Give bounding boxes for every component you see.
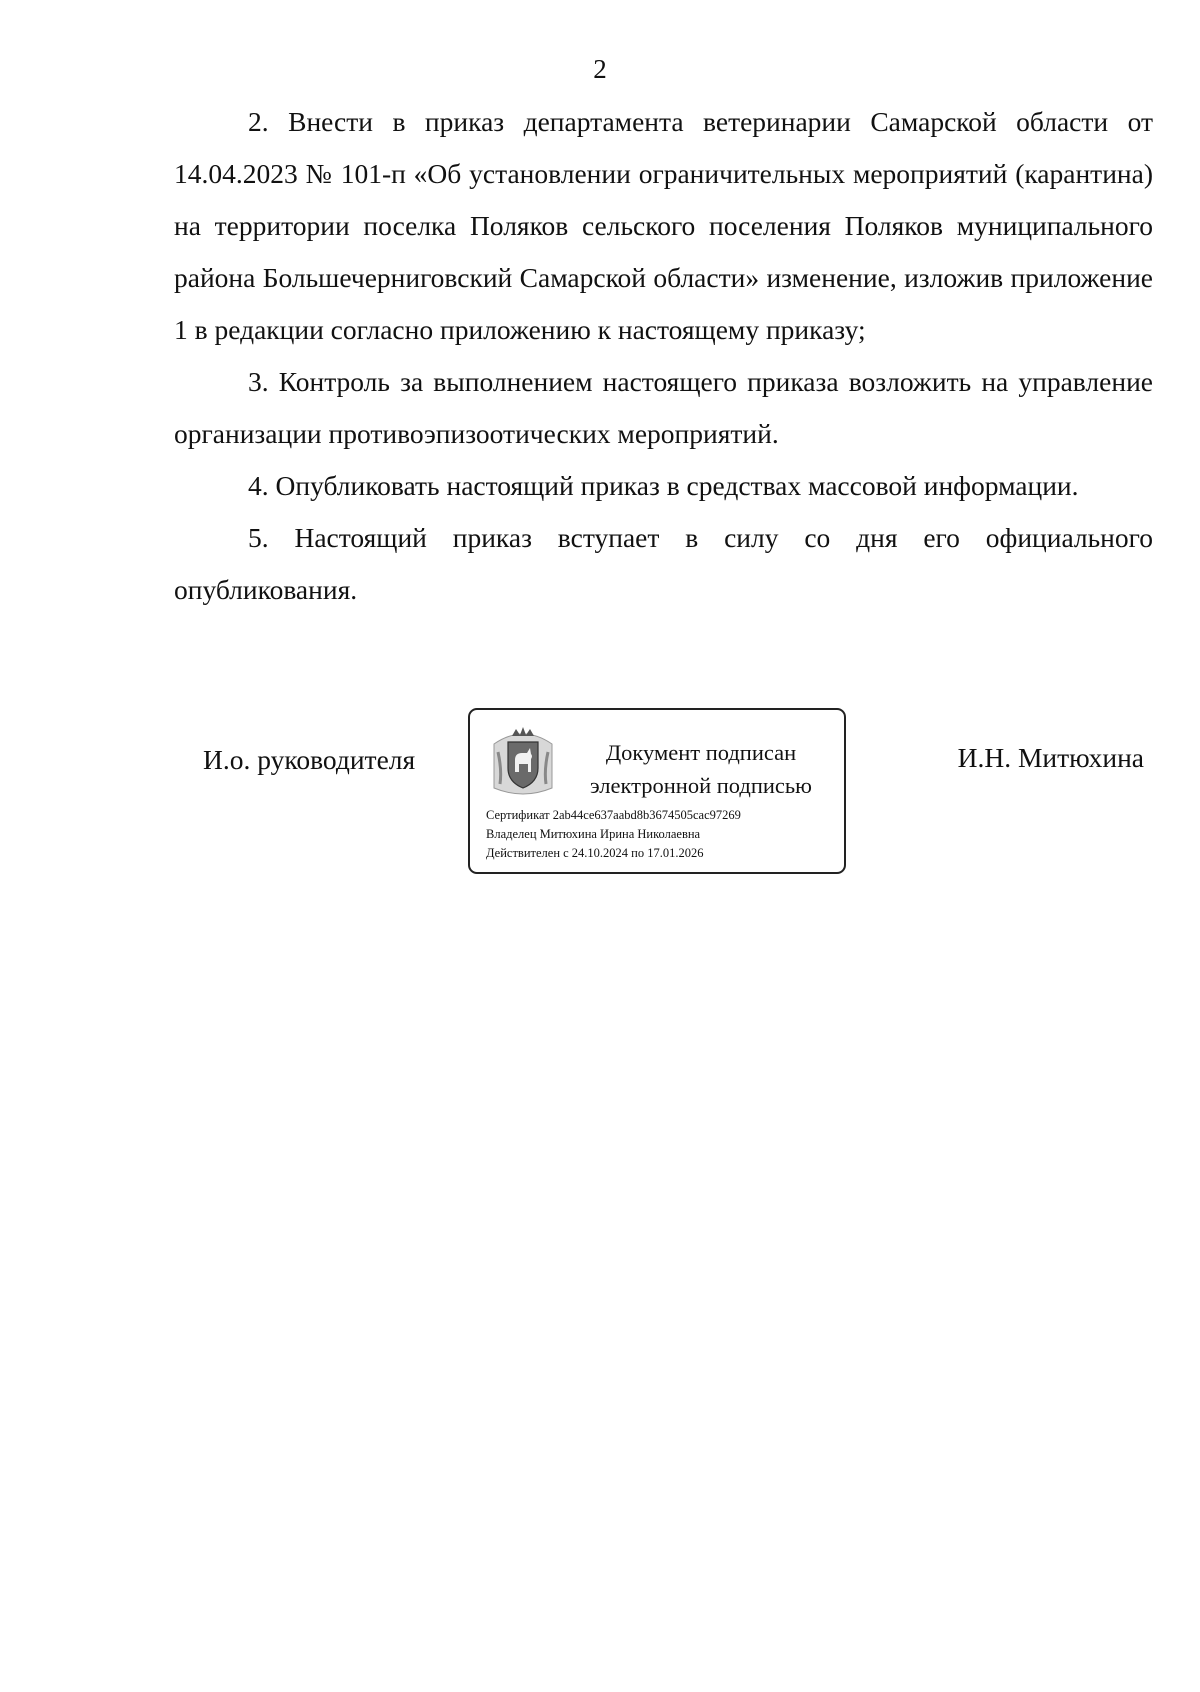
stamp-heading [566, 736, 836, 802]
samara-coat-of-arms-icon [488, 722, 558, 798]
paragraph-item-5: 5. Настоящий приказ вступает в силу со дня его официального опубликования. [174, 522, 1153, 605]
certificate-validity: Действителен с 24.10.2024 по 17.01.2026 [486, 846, 704, 860]
stamp-details [486, 806, 836, 863]
paragraph-item-2: 2. Внести в приказ департамента ветеринарии Самарской области от 14.04.2023 № 101-п «Об установлении ограничительных мероприятий (карантина) на территории поселка Поляков сельского поселения Поляков муниципального района Большечерниговский Самарской области» изменение, изложив приложение 1 в редакции согласно приложению к настоящему приказу; [174, 106, 1153, 345]
certificate-number: Сертификат 2ab44ce637aabd8b3674505cac97269 [486, 808, 741, 822]
certificate-owner: Владелец Митюхина Ирина Николаевна [486, 827, 701, 841]
stamp-heading-line: Документ подписан [605, 740, 797, 765]
signature-block [0, 708, 1200, 888]
signatory-name: И.Н. Митюхина [957, 742, 1144, 773]
paragraph-item-3: 3. Контроль за выполнением настоящего приказа возложить на управление организации противоэпизоотических мероприятий. [174, 366, 1153, 449]
page-number: 2 [593, 54, 607, 84]
paragraph-item-4: 4. Опубликовать настоящий приказ в средствах массовой информации. [248, 470, 1079, 501]
electronic-signature-stamp [468, 708, 846, 874]
stamp-heading-line: электронной подписью [590, 773, 812, 798]
document-body [174, 96, 1153, 616]
signatory-position: И.о. руководителя [203, 744, 416, 775]
